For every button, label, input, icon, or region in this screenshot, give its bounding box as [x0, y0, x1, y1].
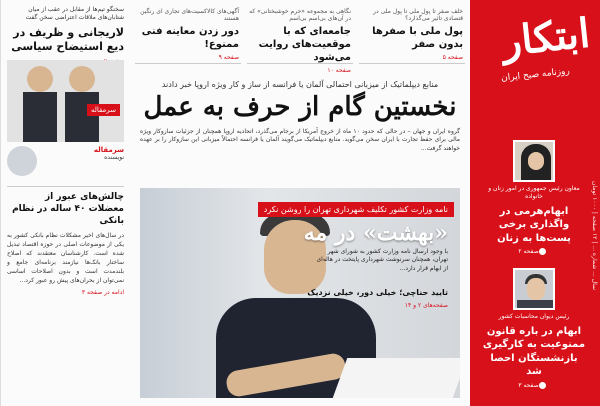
teaser-item[interactable]	[247, 8, 353, 74]
paper-graphic	[333, 358, 460, 398]
feature-subtitle: تایید حناچی؛ خیلی دور، خیلی نزدیک	[307, 288, 448, 297]
woman-portrait-photo	[513, 140, 555, 182]
bullet-icon	[539, 382, 546, 389]
newspaper-logo	[480, 9, 593, 110]
main-kicker: منابع دیپلماتیک از میزبانی احتمالی آلمان یا فرانسه از ساز و کار ویژه اروپا خبر دادند	[161, 80, 439, 89]
masthead-story-1[interactable]	[482, 140, 586, 255]
teaser-page-ref: صفحه ۹	[218, 54, 239, 61]
left-story-body: در سال‌های اخیر مشکلات نظام بانکی کشور به یکی از موضوعات اصلی در حوزه اقتصاد تبدیل شده است. کارشناسان معتقدند که اصلاح ساختار بانک‌ها نیازمند برنامه‌ای جامع و بلندمدت است و بدون اصلاحات اساسی نمی‌توان از بحران‌های پیش رو عبور کرد...	[7, 232, 124, 285]
page-ref: صفحه ۲	[482, 248, 586, 255]
masthead	[470, 0, 600, 406]
top-teasers	[135, 8, 465, 74]
main-headline[interactable]: نخستین گام از حرف به عمل	[143, 92, 457, 122]
man-portrait-photo	[513, 268, 555, 310]
feature-body: با وجود ارسال نامه وزارت کشور به شورای شهر تهران، همچنان سرنوشت شهرداری پایتخت در هاله‌ای از ابهام قرار دارد...	[316, 248, 448, 272]
issue-strip: سال ... شماره ... | ۱۲ صفحه | ۱۰۰۰ تومان	[591, 180, 598, 290]
teaser-kicker: نگاهی به مجموعه «حرم خوشبختانی» که در آن‌های بی‌اسم بی‌اسم	[249, 8, 351, 22]
page-ref: صفحه ۳	[482, 382, 586, 389]
editorial-box[interactable]	[7, 146, 124, 182]
teaser-kicker: خلف صفر تا پول ملی تا پول ملی در قتصادی تاثیر می‌گذارد؟	[373, 8, 463, 22]
left-story-headline: چالش‌های عبور از معضلات ۴۰ ساله در نظام بانکی	[12, 192, 124, 227]
teaser-title: دور زدن معاینه فنی ممنوع!	[141, 26, 239, 50]
teaser-page-ref: صفحه ۵	[442, 54, 463, 61]
left-bank-story[interactable]	[7, 186, 124, 398]
bullet-icon	[539, 248, 546, 255]
masthead-story-2[interactable]	[482, 268, 586, 389]
main-story-body: گروه ایران و جهان – در حالی که حدود ۱۰ ماه از خروج آمریکا از برجام می‌گذرد، اتحادیه اروپا همچنان از جزئیات سازوکار ویژه مالی برای حفظ تجارت با ایران سخن می‌گوید. منابع دیپلماتیک می‌گویند آلمان یا فرانسه احتمالاً میزبانی این سازوکار را بر عهده خواهند گرفت...	[140, 128, 461, 152]
left-kicker: سخنگو تیم‌ها از مقابل در عقب از میان شتابان‌های ملاقات اعتراضی سخن گفت	[25, 6, 124, 21]
story-headline: ابهام‌هرمی در واگذاری برخی پست‌ها به زنان	[497, 205, 571, 244]
photo-caption: معاون رئیس جمهوری در امور زنان و خانواده	[488, 185, 580, 200]
teaser-kicker: آگهی‌های کالاکسیت‌های تجاری ای رنگین هستند	[140, 8, 239, 22]
left-story-page-ref: ادامه در صفحه ۳	[81, 289, 124, 297]
photo-caption: رئیس دیوان محاسبات کشور	[498, 313, 570, 320]
feature-page-ref: صفحه‌های ۲ و ۱۴	[404, 302, 448, 309]
teaser-item[interactable]	[359, 8, 465, 64]
story-headline: ابهام در باره قانون ممنوعیت به کارگیری بازنشستگان احصا شد	[482, 325, 586, 378]
photo-badge: سرمقاله	[87, 104, 120, 116]
feature-tag: نامه وزارت کشور تکلیف شهرداری تهران را روشن نکرد	[258, 202, 454, 217]
logo-title: ابتکار	[499, 9, 593, 66]
teaser-page-ref: صفحه ۱۰	[327, 67, 351, 74]
left-headline: لاریجانی و ظریف در دیع استیضاح سیاسی	[11, 25, 124, 54]
editorial-author: نویسنده	[104, 154, 124, 161]
teaser-title: پول ملی با صفرها بدون صفر	[372, 26, 463, 50]
feature-photo-story[interactable]	[140, 188, 460, 398]
teaser-item[interactable]	[135, 8, 241, 64]
author-avatar	[7, 146, 37, 176]
left-column	[0, 0, 130, 406]
teaser-title: جامعه‌ای که با موقعیت‌های روایت می‌شود	[258, 26, 351, 63]
editorial-label: سرمقاله	[93, 146, 124, 154]
feature-title: «بهشت» در مه	[303, 220, 448, 246]
logo-subtitle: روزنامه صبح ایران	[500, 66, 571, 84]
two-men-photo	[7, 60, 124, 142]
